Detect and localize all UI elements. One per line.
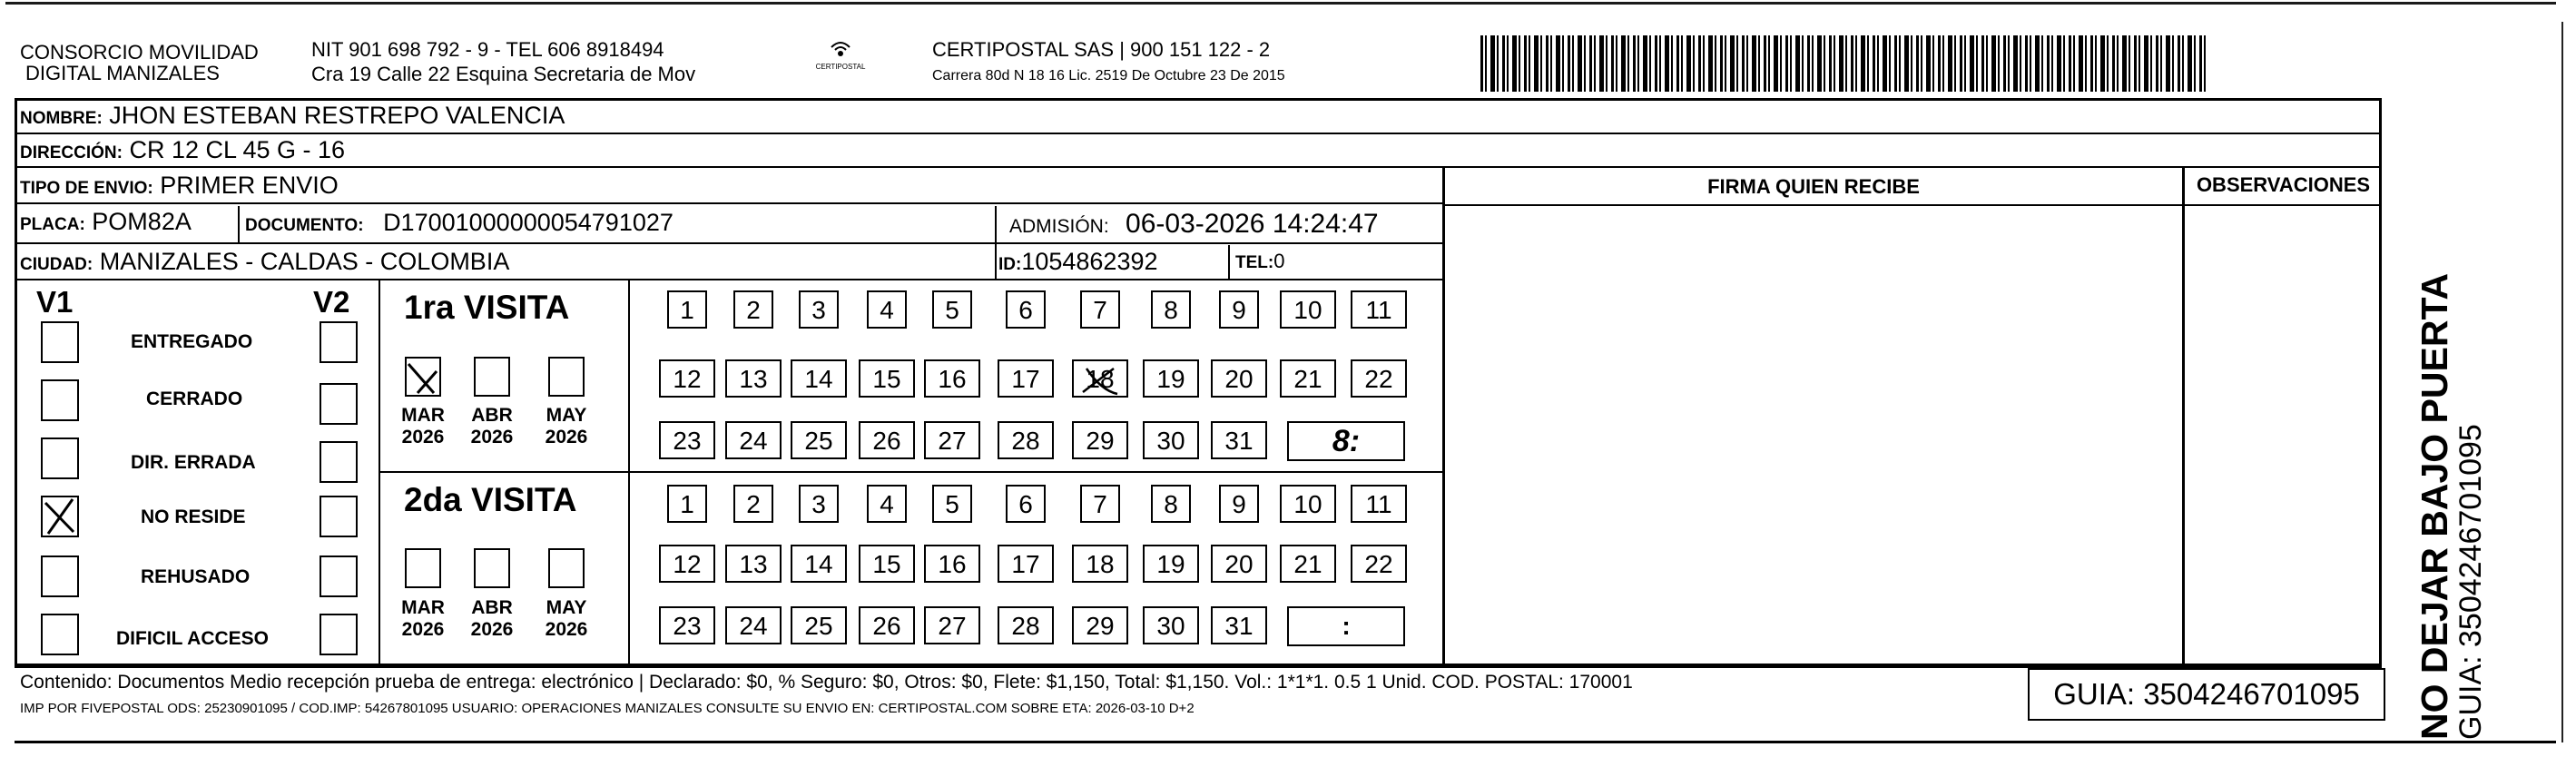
visit-1-day-31[interactable]: 31 [1211, 421, 1267, 459]
visit-1-day-1[interactable]: 1 [667, 290, 707, 329]
visit-1-day-23[interactable]: 23 [659, 421, 715, 459]
checkmark-x-icon [43, 497, 77, 536]
direccion-label: DIRECCIÓN: [20, 143, 123, 162]
firma-column-left-rule [1442, 168, 1445, 666]
direccion-value: CR 12 CL 45 G - 16 [129, 136, 346, 163]
side-guia-text: GUIA: 3504246701095 [2453, 424, 2488, 740]
visit-1-day-20[interactable]: 20 [1211, 359, 1267, 398]
visit-1-day-11[interactable]: 11 [1351, 290, 1407, 329]
observaciones-header: OBSERVACIONES [2196, 173, 2371, 196]
tipo-label: TIPO DE ENVIO: [20, 179, 153, 198]
ciudad-value: MANIZALES - CALDAS - COLOMBIA [99, 248, 510, 275]
visit-block-left-rule [379, 280, 380, 666]
tel-value: 0 [1273, 250, 1285, 272]
v1-entregado-checkbox[interactable] [41, 321, 79, 363]
visit-1-day-22[interactable]: 22 [1351, 359, 1407, 398]
company-name-line2: DIGITAL MANIZALES [25, 62, 220, 84]
company-name-line1: CONSORCIO MOVILIDAD [20, 41, 259, 64]
v2-dir-errada-checkbox[interactable] [320, 441, 358, 483]
v2-header: V2 [313, 285, 350, 319]
v1-no-reside-checkbox[interactable] [41, 496, 79, 537]
admision-field [1009, 209, 1379, 240]
side-warning-text: NO DEJAR BAJO PUERTA [2414, 272, 2455, 740]
visit-2-month-abr-checkbox[interactable] [474, 548, 510, 588]
visit-2-month-mar-label: MAR 2026 [401, 597, 445, 640]
visit-2-day-30[interactable]: 30 [1143, 606, 1199, 644]
footer-print-line: IMP POR FIVEPOSTAL ODS: 25230901095 / COD.IMP: 54267801095 USUARIO: OPERACIONES MANIZALES CONSULTE SU ENVIO EN: CERTIPOSTAL.COM SOBRE ETA: 2026-03-10 D+2 [20, 701, 1195, 716]
visit-2-day-7[interactable]: 7 [1080, 485, 1120, 523]
v2-no-reside-checkbox[interactable] [320, 496, 358, 537]
visit-1-time-box[interactable]: 8: [1287, 421, 1405, 461]
row-tipo [15, 168, 1443, 204]
visit-2-day-17[interactable]: 17 [998, 545, 1054, 583]
tipo-value: PRIMER ENVIO [160, 172, 339, 199]
visit-1-day-15[interactable]: 15 [859, 359, 915, 398]
visit-1-day-3[interactable]: 3 [799, 290, 839, 329]
visit-2-day-9[interactable]: 9 [1219, 485, 1259, 523]
visit-2-month-may-label: MAY 2026 [545, 597, 588, 640]
checkmark-x-icon [407, 359, 439, 395]
company-nit: NIT 901 698 792 - 9 - TEL 606 8918494 [311, 38, 664, 61]
visit-2-day-1[interactable]: 1 [667, 485, 707, 523]
status-dificil-acceso-label: DIFICIL ACCESO [116, 628, 270, 649]
visit-1-day-30[interactable]: 30 [1143, 421, 1199, 459]
visit-1-day-28[interactable]: 28 [998, 421, 1054, 459]
visit-2-day-5[interactable]: 5 [932, 485, 972, 523]
top-border-rule [5, 2, 2556, 5]
status-no-reside-label: NO RESIDE [141, 506, 246, 527]
v2-rehusado-checkbox[interactable] [320, 555, 358, 597]
visit-2-day-4[interactable]: 4 [867, 485, 907, 523]
visit-2-day-23[interactable]: 23 [659, 606, 715, 644]
visit-1-month-abr-label: ABR 2026 [470, 405, 514, 447]
visit-2-day-18[interactable]: 18 [1072, 545, 1128, 583]
visit-1-title: 1ra VISITA [404, 289, 570, 326]
visit-1-day-12[interactable]: 12 [659, 359, 715, 398]
handwritten-mark-icon [1077, 363, 1121, 398]
visit-2-month-mar-checkbox[interactable] [405, 548, 441, 588]
v1-header: V1 [36, 285, 74, 319]
visit-2-day-15[interactable]: 15 [859, 545, 915, 583]
visit-2-day-14[interactable]: 14 [791, 545, 847, 583]
v1-cerrado-checkbox[interactable] [41, 379, 79, 421]
tracking-barcode [1480, 35, 2207, 92]
visit-separator-rule [379, 471, 1442, 473]
v1-dir-errada-checkbox[interactable] [41, 437, 79, 479]
v2-cerrado-checkbox[interactable] [320, 383, 358, 425]
visit-2-day-19[interactable]: 19 [1143, 545, 1199, 583]
visit-1-day-24[interactable]: 24 [725, 421, 782, 459]
visit-2-time-box[interactable]: : [1287, 606, 1405, 646]
visit-2-day-20[interactable]: 20 [1211, 545, 1267, 583]
placa-separator [238, 206, 240, 244]
visit-2-day-13[interactable]: 13 [725, 545, 782, 583]
bottom-border-rule [15, 741, 2556, 743]
visit-2-day-29[interactable]: 29 [1072, 606, 1128, 644]
tel-field [1235, 250, 1284, 273]
visit-1-month-may-label: MAY 2026 [545, 405, 588, 447]
visit-1-day-8[interactable]: 8 [1151, 290, 1191, 329]
visit-1-day-16[interactable]: 16 [924, 359, 980, 398]
visit-1-day-19[interactable]: 19 [1143, 359, 1199, 398]
column-header-rule [1442, 204, 2382, 206]
visit-2-day-16[interactable]: 16 [924, 545, 980, 583]
visit-1-day-13[interactable]: 13 [725, 359, 782, 398]
tel-label: TEL: [1235, 253, 1274, 272]
id-value: 1054862392 [1021, 248, 1158, 275]
status-entregado-label: ENTREGADO [131, 331, 253, 352]
firma-header: FIRMA QUIEN RECIBE [1707, 175, 1920, 198]
admision-value: 06-03-2026 14:24:47 [1126, 209, 1379, 239]
visit-2-day-26[interactable]: 26 [859, 606, 915, 644]
admision-label: ADMISIÓN: [1009, 216, 1109, 237]
visit-1-month-may-checkbox[interactable] [548, 357, 585, 397]
ciudad-label: CIUDAD: [20, 255, 93, 274]
company-address: Cra 19 Calle 22 Esquina Secretaria de Mov [311, 63, 696, 85]
visit-2-day-3[interactable]: 3 [799, 485, 839, 523]
visit-2-day-22[interactable]: 22 [1351, 545, 1407, 583]
v1-dificil-acceso-checkbox[interactable] [41, 614, 79, 655]
status-dir-errada-label: DIR. ERRADA [131, 452, 256, 473]
footer-content-line: Contenido: Documentos Medio recepción prueba de entrega: electrónico | Declarado: $0, % Seguro: $0, Otros: $0, Flete: $1,150, Total: $1,150. Vol.: 1*1*1. 0.5 1 Unid. COD. POSTAL: 170001 [20, 672, 1633, 693]
visit-1-day-6[interactable]: 6 [1006, 290, 1046, 329]
right-edge-rule [2561, 22, 2563, 742]
documento-label: DOCUMENTO: [245, 216, 364, 235]
visit-1-day-17[interactable]: 17 [998, 359, 1054, 398]
visit-2-day-27[interactable]: 27 [924, 606, 980, 644]
v2-dificil-acceso-checkbox[interactable] [320, 614, 358, 655]
documento-value: D17001000000054791027 [383, 209, 673, 236]
tel-separator [1228, 245, 1230, 280]
visit-2-month-may-checkbox[interactable] [548, 548, 585, 588]
carrier-logo-text: CERTIPOSTAL [815, 63, 866, 71]
visit-2-month-abr-label: ABR 2026 [470, 597, 514, 640]
visit-2-title: 2da VISITA [404, 481, 577, 518]
carrier-logo [813, 38, 868, 74]
visit-1-month-mar-checkbox[interactable] [405, 357, 441, 397]
visit-2-day-6[interactable]: 6 [1006, 485, 1046, 523]
visit-1-day-21[interactable]: 21 [1280, 359, 1336, 398]
visit-2-day-21[interactable]: 21 [1280, 545, 1336, 583]
id-field [998, 248, 1158, 276]
visit-2-day-8[interactable]: 8 [1151, 485, 1191, 523]
status-rehusado-label: REHUSADO [141, 566, 251, 587]
v2-entregado-checkbox[interactable] [320, 321, 358, 363]
carrier-logo-icon [822, 38, 859, 58]
visit-2-day-2[interactable]: 2 [733, 485, 773, 523]
visit-1-day-9[interactable]: 9 [1219, 290, 1259, 329]
footer-rule [15, 666, 2382, 668]
visit-1-day-4[interactable]: 4 [867, 290, 907, 329]
visit-2-day-10[interactable]: 10 [1280, 485, 1336, 523]
admision-separator [995, 206, 997, 280]
visit-1-day-7[interactable]: 7 [1080, 290, 1120, 329]
row-direccion [15, 134, 2382, 168]
nombre-value: JHON ESTEBAN RESTREPO VALENCIA [109, 102, 565, 129]
visit-1-day-18[interactable]: 18 [1072, 359, 1128, 398]
visit-1-month-mar-label: MAR 2026 [401, 405, 445, 447]
visit-2-day-28[interactable]: 28 [998, 606, 1054, 644]
id-label: ID: [998, 255, 1022, 274]
carrier-address: Carrera 80d N 18 16 Lic. 2519 De Octubre 23 De 2015 [932, 68, 1285, 84]
side-vertical-block [2414, 273, 2487, 740]
placa-value: POM82A [92, 208, 192, 235]
row-nombre [15, 100, 2382, 134]
observaciones-column-rule [2182, 168, 2185, 666]
nombre-label: NOMBRE: [20, 109, 103, 128]
visit-1-month-abr-checkbox[interactable] [474, 357, 510, 397]
v1-rehusado-checkbox[interactable] [41, 555, 79, 597]
visit-1-day-5[interactable]: 5 [932, 290, 972, 329]
visit-1-day-10[interactable]: 10 [1280, 290, 1336, 329]
visit-1-day-29[interactable]: 29 [1072, 421, 1128, 459]
visit-1-day-14[interactable]: 14 [791, 359, 847, 398]
visit-1-day-26[interactable]: 26 [859, 421, 915, 459]
visit-2-day-31[interactable]: 31 [1211, 606, 1267, 644]
visit-1-day-27[interactable]: 27 [924, 421, 980, 459]
footer-guia-number: GUIA: 3504246701095 [2028, 668, 2385, 721]
visit-block-mid-rule [628, 280, 630, 666]
documento-field [245, 209, 673, 237]
carrier-line: CERTIPOSTAL SAS | 900 151 122 - 2 [932, 38, 1271, 61]
placa-label: PLACA: [20, 215, 85, 234]
status-cerrado-label: CERRADO [146, 388, 243, 409]
visit-1-day-25[interactable]: 25 [791, 421, 847, 459]
visit-2-day-12[interactable]: 12 [659, 545, 715, 583]
visit-2-day-24[interactable]: 24 [725, 606, 782, 644]
visit-2-day-25[interactable]: 25 [791, 606, 847, 644]
visit-2-day-11[interactable]: 11 [1351, 485, 1407, 523]
visit-1-day-2[interactable]: 2 [733, 290, 773, 329]
